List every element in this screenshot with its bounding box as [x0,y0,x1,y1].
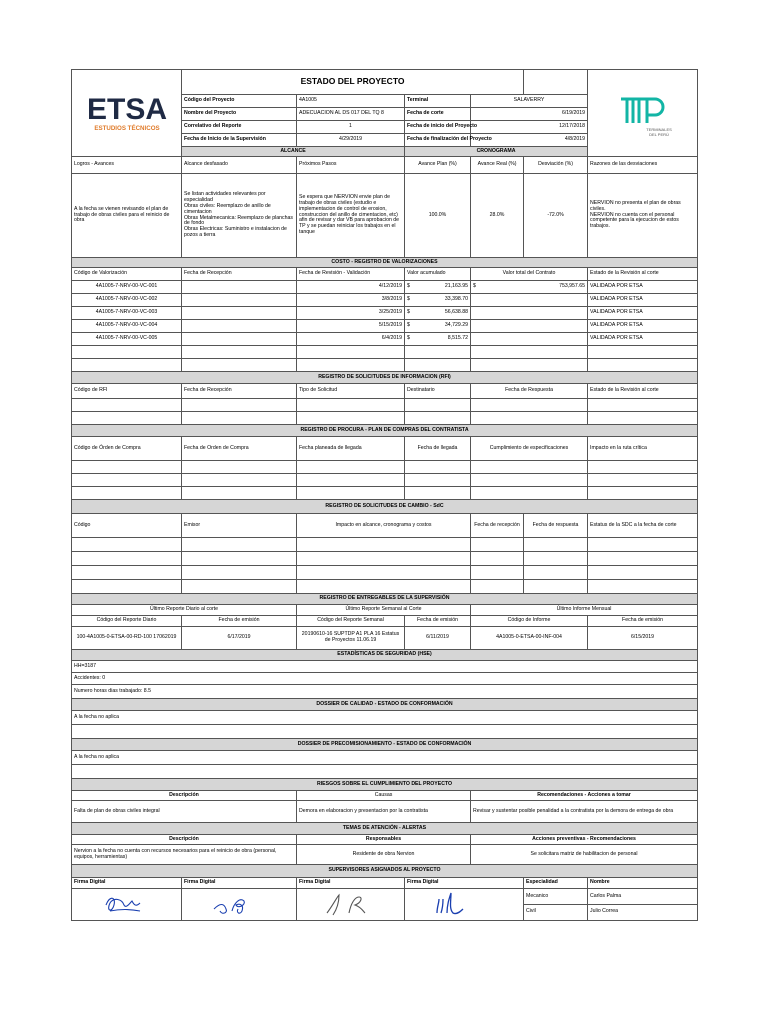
valorizacion-row [72,320,698,333]
valorizacion-estado: VALIDADA POR ETSA [588,294,698,307]
currency-symbol: $ [407,296,410,303]
alertas-header-row: Descripción Responsables Acciones preventivas - Recomendaciones [72,835,698,845]
valorizacion-recepcion [182,281,297,294]
signature-1 [72,889,182,921]
valorizacion-valor [405,294,471,307]
entregables-group-row: Último Reporte Diario al corte Último Reporte Semanal al Corte Último Informe Mensual [72,605,698,616]
project-status-sheet [71,69,697,921]
valorizacion-codigo: 4A1005-7-NRV-00-VC-005 [72,333,182,346]
valorizacion-total [471,320,588,333]
section-supervisores: SUPERVISORES ASIGNADOS AL PROYECTO [72,865,698,878]
header-row: Fecha de Inicio de la Supervisión 4/29/2019 Fecha de finalización del Proyecto 4/8/2019 [72,134,698,147]
amount: 753,957.65 [559,283,586,290]
valorizacion-valor [405,281,471,294]
alertas-row: Nervion a la fecha no cuenta con recursos necesarios para el reinicio de obra (personal, equipos, herramientas) Residente de obra Nervion Se solicitara matriz de habilitacion de personal [72,845,698,865]
currency-symbol: $ [407,309,410,316]
valorizacion-revision: 3/8/2019 [297,294,405,307]
section-costo: COSTO - REGISTRO DE VALORIZACIONES [72,258,698,268]
valorizacion-revision: 3/25/2019 [297,307,405,320]
etsa-logo-text: ETSA [86,92,167,126]
riesgos-header-row: Descripción Causas Recomendaciones - Acciones a tomar [72,791,698,801]
rfi-header-row: Código de RFI Fecha de Recepción Tipo de Solicitud Destinatario Fecha de Respuesta Estado de la Revisión al corte [72,384,698,399]
valorizacion-row [72,307,698,320]
section-precomisionamiento: DOSSIER DE PRECOMISIONAMIENTO - ESTADO DE CONFORMACIÓN [72,739,698,751]
valorizacion-codigo: 4A1005-7-NRV-00-VC-002 [72,294,182,307]
valorizacion-valor [405,320,471,333]
valorizacion-valor [405,333,471,346]
procura-header-row: Código de Órden de Compra Fecha de Orden de Compra Fecha planeada de llegada Fecha de llegada Cumplimiento de especificaciones Impacto en la ruta crítica [72,437,698,461]
tp-logo-sub2: DEL PERÚ [648,131,669,137]
amount: 33,398.70 [444,296,468,303]
amount: 21,163.95 [444,283,468,290]
valorizacion-recepcion [182,333,297,346]
tp-logo-sub1: TERMINALES [645,126,672,132]
entregables-row: 100-4A1005-0-ETSA-00-RD-100 17062019 6/17/2019 20190610-16 SUPTDP A1 PLA 16 Estatus de Proyectos 11.06.19 6/11/2019 4A1005-0-ETSA-00-INF-004 6/15/2019 [72,627,698,650]
riesgos-row: Falta de plan de obras civiles integral Demora en elaboracion y presentacion por la contratista Revisar y sustentar posible penalidad a la contratista por la demora de entrega de obra [72,801,698,823]
valorizacion-revision: 6/4/2019 [297,333,405,346]
valorizacion-row [72,294,698,307]
section-cambio: REGISTRO DE SOLICITUDES DE CAMBIO - SdC [72,500,698,514]
valorizacion-estado: VALIDADA POR ETSA [588,307,698,320]
hse-line: HH=3187 [72,661,698,673]
calidad-text: A la fecha no aplica [72,711,698,725]
signature-4 [405,889,524,921]
section-entregables: REGISTRO DE ENTREGABLES DE LA SUPERVISIÓN [72,594,698,605]
section-calidad: DOSSIER DE CALIDAD - ESTADO DE CONFORMACIÓN [72,699,698,711]
valorizacion-total [471,333,588,346]
hse-line: Accidentes: 0 [72,673,698,685]
valorizacion-recepcion [182,294,297,307]
valorizacion-estado: VALIDADA POR ETSA [588,320,698,333]
amount: 56,638.88 [444,309,468,316]
header-row: Correlativo del Reporte 1 Fecha de inicio del Proyecto 12/17/2018 [72,121,698,134]
valorizacion-revision: 4/12/2019 [297,281,405,294]
valorizacion-valor [405,307,471,320]
alcance-header-row: Logros - Avances Alcance desfasado Próximos Pasos Avance Plan (%) Avance Real (%) Desviación (%) Razones de las desviaciones [72,157,698,174]
section-alertas: TEMAS DE ATENCIÓN - ALERTAS [72,823,698,835]
header-row: Nombre del Proyecto ADECUACION AL DS 017 DEL TQ 8 Fecha de corte 6/19/2019 [72,108,698,121]
precom-text: A la fecha no aplica [72,751,698,765]
currency-symbol: $ [407,283,410,290]
section-rfi: REGISTRO DE SOLICITUDES DE INFORMACION (RFI) [72,372,698,384]
currency-symbol: $ [473,283,476,290]
amount: 8,515.72 [447,335,468,342]
alcance-row: A la fecha se vienen revisando el plan de trabajo de obras civiles para el reinicio de obra Se listan actividades relevantes por especialidad Obras civiles: Reemplazo de anillo de cimentacion Obras Metalmecanica: Reemplazo de planchas de fondo Obras Electricas: Suministro e instalacion de pozos a tierra Se espera que NERVION envie plan de trabajo de obras civiles (estudio e implementacion de control de erosion, construccion del anillo de cimentacion, etc) afin de revisar y dar VB para aprobacion de TP y se puedan reiniciar los trabajos en el tanque 100.0% 28.0% -72.0% NERVION no presenta el plan de obras civiles. NERVION no cuenta con el personal competente para la ejecucion de estos trabajos. [72,174,698,258]
valorizacion-estado: VALIDADA POR ETSA [588,333,698,346]
etsa-logo [72,70,182,157]
etsa-logo-sub: ESTUDIOS TÉCNICOS [93,124,160,132]
costo-header-row: Código de Valorización Fecha de Recepción Fecha de Revisión - Validación Valor acumulado Valor total del Contrato Estado de la Revisión al corte [72,268,698,281]
cambio-header-row: Código Emisor Impacto en alcance, cronograma y costos Fecha de recepción Fecha de respuesta Estatus de la SDC a la fecha de corte [72,514,698,538]
tp-logo-mark [621,99,663,123]
page-title: ESTADO DEL PROYECTO [182,70,524,95]
valorizacion-estado: VALIDADA POR ETSA [588,281,698,294]
currency-symbol: $ [407,335,410,342]
valorizacion-total [471,307,588,320]
valorizacion-codigo: 4A1005-7-NRV-00-VC-003 [72,307,182,320]
valorizacion-total [471,281,588,294]
valorizacion-revision: 5/15/2019 [297,320,405,333]
costo-rows [72,281,698,346]
entregables-header-row: Código del Reporte Diario Fecha de emisión Código del Reporte Semanal Fecha de emisión Código de Informe Fecha de emisión [72,616,698,627]
section-alcance: ALCANCE [182,147,405,157]
valorizacion-row [72,281,698,294]
section-procura: REGISTRO DE PROCURA - PLAN DE COMPRAS DEL CONTRATISTA [72,425,698,437]
section-riesgos: RIESGOS SOBRE EL CUMPLIMIENTO DEL PROYECTO [72,779,698,791]
amount: 34,729.29 [444,322,468,329]
supervisor-row: Civil Julio Correa [72,904,698,920]
valorizacion-row [72,333,698,346]
tp-logo [588,70,698,157]
header-row: Código del Proyecto 4A1005 Terminal SALAVERRY [72,95,698,108]
supervisores-header-row: Firma Digital Firma Digital Firma Digital Firma Digital Especialidad Nombre [72,878,698,889]
signature-3 [297,889,405,921]
valorizacion-recepcion [182,320,297,333]
section-cronograma: CRONOGRAMA [405,147,588,157]
valorizacion-total [471,294,588,307]
valorizacion-recepcion [182,307,297,320]
section-hse: ESTADÍSTICAS DE SEGURIDAD (HSE) [72,650,698,661]
supervisor-row: Mecanico Carlos Palma [72,889,698,905]
signature-2 [182,889,297,921]
status-table [71,69,698,921]
hse-line: Numero horas dias trabajado: 8.5 [72,685,698,699]
valorizacion-codigo: 4A1005-7-NRV-00-VC-004 [72,320,182,333]
currency-symbol: $ [407,322,410,329]
valorizacion-codigo: 4A1005-7-NRV-00-VC-001 [72,281,182,294]
